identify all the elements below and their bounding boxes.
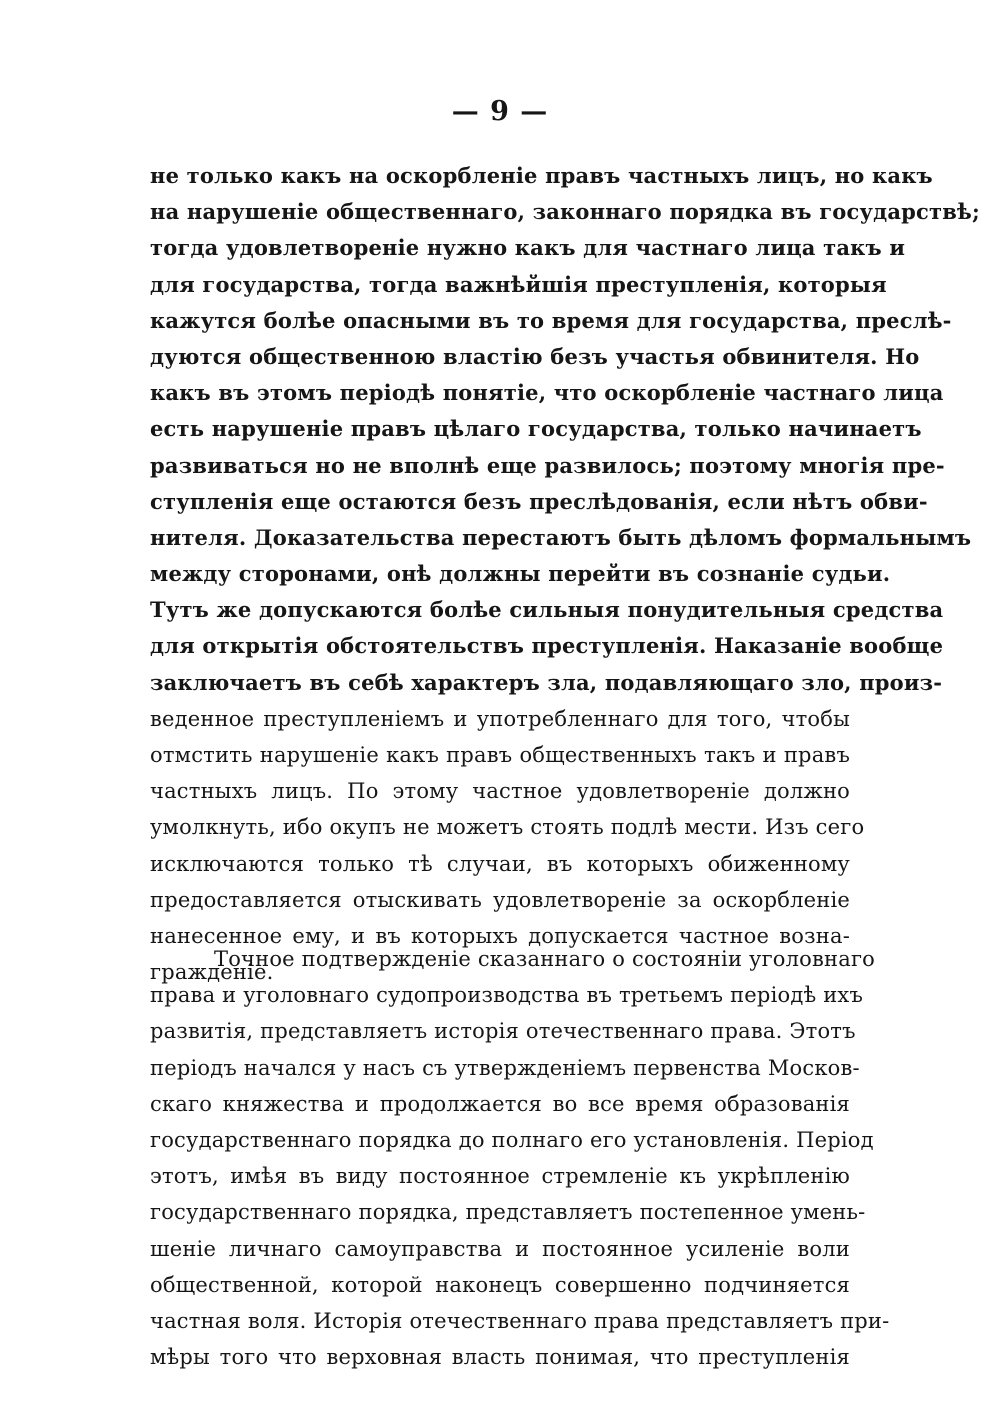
paragraph-2: [150, 941, 890, 1375]
text-line: для открытія обстоятельствъ преступленія. Наказаніе вообще: [150, 633, 944, 659]
text-line: какъ въ этомъ періодѣ понятіе, что оскорбленіе частнаго лица: [150, 380, 944, 406]
text-line: не только какъ на оскорбленіе правъ частныхъ лицъ, но какъ: [150, 163, 933, 188]
text-line: государственнаго порядка до полнаго его установленія. Період: [150, 1127, 874, 1152]
text-line: развиваться но не вполнѣ еще развилось; поэтому многія пре-: [150, 452, 945, 478]
text-line: исключаются только тѣ случаи, въ которыхъ обиженному: [150, 851, 850, 876]
text-line: ступленія еще остаются безъ преслѣдованія, если нѣтъ обви-: [150, 488, 928, 514]
text-line: періодъ начался у насъ съ утвержденіемъ первенства Москов-: [150, 1055, 860, 1080]
text-line: общественной, которой наконецъ совершенно подчиняется: [150, 1272, 850, 1297]
text-line: мѣры того что верховная власть понимая, что преступленія: [150, 1345, 850, 1370]
text-line: отмстить нарушеніе какъ правъ общественныхъ такъ и правъ: [150, 743, 850, 767]
text-line: есть нарушеніе правъ цѣлаго государства, только начинаетъ: [150, 416, 922, 442]
text-line: частная воля. Исторія отечественнаго права представляетъ при-: [150, 1308, 890, 1333]
text-line: Тутъ же допускаются болѣе сильныя понудительныя средства: [150, 597, 944, 623]
text-line: гражденіе.: [150, 960, 274, 985]
text-line: Точное подтвержденіе сказаннаго о состояніи уголовнаго: [214, 947, 876, 971]
text-line: этотъ, имѣя въ виду постоянное стремленіе къ укрѣпленію: [150, 1164, 850, 1189]
text-line: между сторонами, онѣ должны перейти въ сознаніе судьи.: [150, 561, 891, 587]
text-line: дуются общественною властію безъ участья обвинителя. Но: [150, 343, 920, 369]
page-number: — 9 —: [451, 96, 549, 127]
text-line: на нарушеніе общественнаго, законнаго порядка въ государствѣ;: [150, 199, 980, 225]
text-line: предоставляется отыскивать удовлетвореніе за оскорбленіе: [150, 887, 850, 912]
text-line: для государства, тогда важнѣйшія преступленія, которыя: [150, 271, 887, 297]
text-line: развитія, представляетъ исторія отечественнаго права. Этотъ: [150, 1019, 856, 1044]
text-line: умолкнуть, ибо окупъ не можетъ стоять подлѣ мести. Изъ сего: [150, 815, 865, 840]
text-line: права и уголовнаго судопроизводства въ третьемъ періодѣ ихъ: [150, 983, 864, 1008]
text-line: скаго княжества и продолжается во все время образованія: [150, 1091, 850, 1116]
text-line: тогда удовлетвореніе нужно какъ для частнаго лица такъ и: [150, 235, 906, 261]
text-line: шеніе личнаго самоуправства и постоянное усиленіе воли: [150, 1236, 850, 1261]
text-line: веденное преступленіемъ и употребленнаго для того, чтобы: [150, 706, 850, 731]
text-line: государственнаго порядка, представляетъ постепенное умень-: [150, 1200, 866, 1225]
text-line: заключаетъ въ себѣ характеръ зла, подавляющаго зло, произ-: [150, 669, 943, 695]
text-line: частныхъ лицъ. По этому частное удовлетвореніе должно: [150, 779, 850, 804]
text-line: нителя. Доказательства перестаютъ быть дѣломъ формальнымъ: [150, 524, 972, 550]
text-line: кажутся болѣе опасными въ то время для государства, преслѣ-: [150, 307, 952, 333]
text-line: нанесенное ему, и въ которыхъ допускается частное возна-: [150, 923, 850, 948]
paragraph-1: [150, 158, 980, 990]
